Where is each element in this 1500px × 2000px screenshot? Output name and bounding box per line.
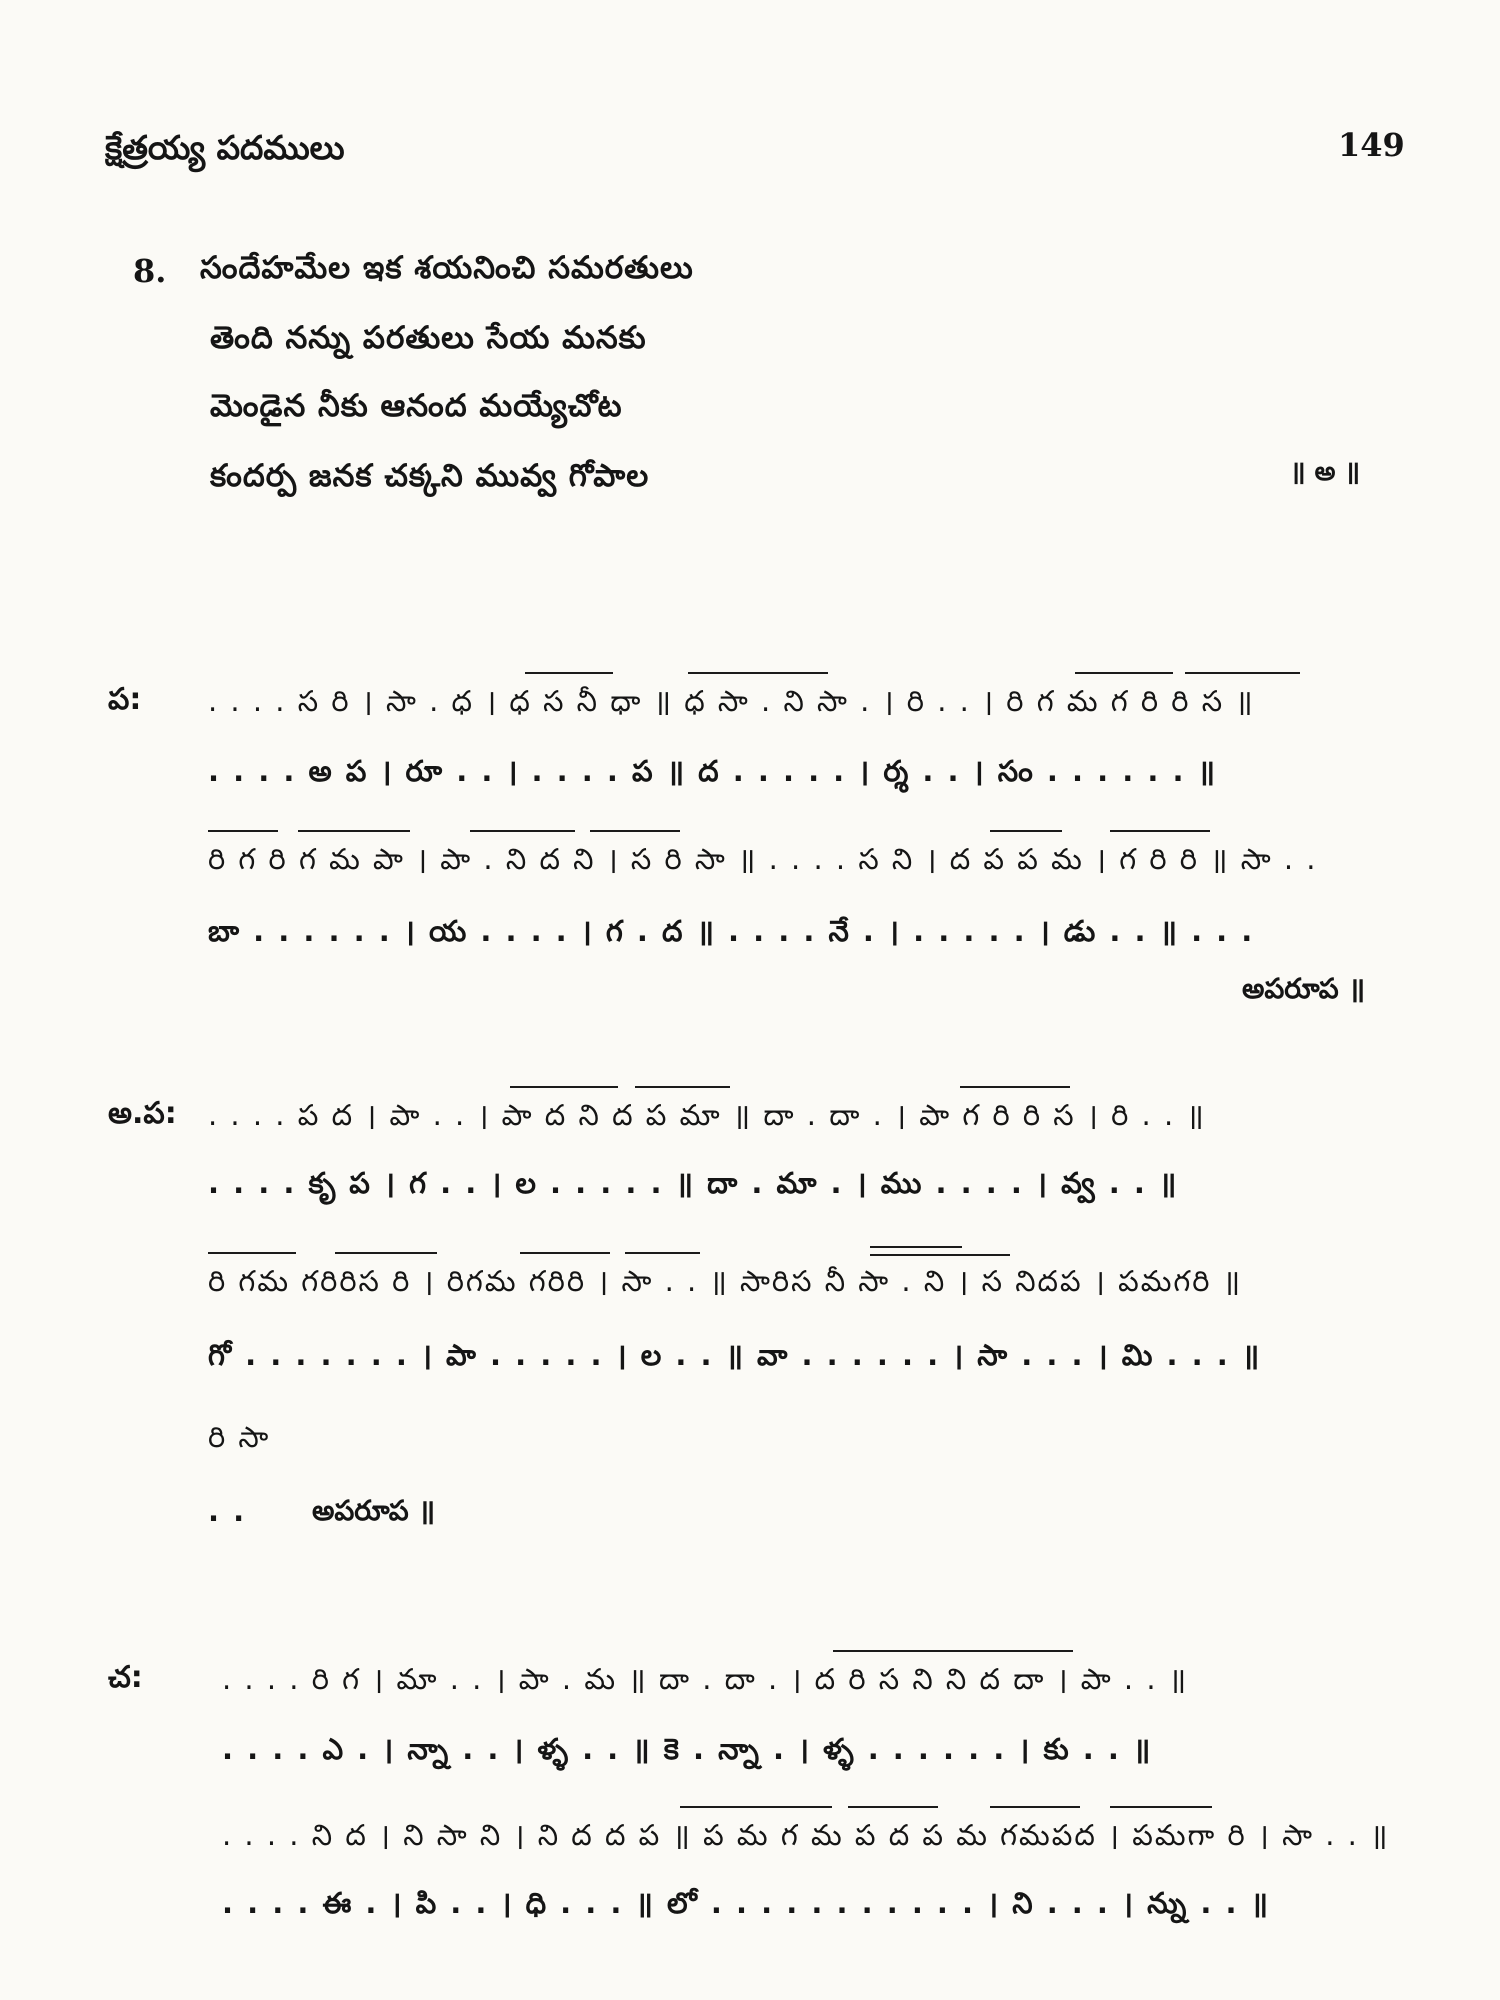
charanam-swara-row-1: . . . . రి గ । మా . . । పా . మ ॥ దా . దా . । ద రి స ని ని ద దా । పా . . ॥ xyxy=(222,1662,1189,1696)
overline xyxy=(335,1252,437,1254)
pallavi-refrain: అపరూప ॥ xyxy=(1242,972,1366,1005)
overline xyxy=(510,1086,618,1088)
overline xyxy=(833,1650,1073,1652)
anupallavi-refrain: అపరూప ॥ xyxy=(312,1494,436,1527)
overline xyxy=(1075,672,1173,674)
overline xyxy=(590,830,680,832)
anupallavi-lyric-row-3: . . xyxy=(208,1494,247,1528)
anupallavi-lyric-row-2: గో . . . . . . . । పా . . . . . । ల . . ॥ వా . . . . . . । సా . . . । మి . . . ॥ xyxy=(208,1338,1262,1372)
overline xyxy=(525,672,613,674)
anupallavi-label: అ.ప: xyxy=(108,1096,177,1131)
overline xyxy=(1110,830,1210,832)
pallavi-lyric-row-1: . . . . అ ప । రూ . . । . . . . ప ॥ ద . . . . . । ర్శ . . । సం . . . . . . ॥ xyxy=(208,754,1217,788)
charanam-label: చ: xyxy=(108,1660,143,1695)
charanam-lyric-row-1: . . . . ఎ . । న్నా . . । ళ్ళ . . ॥ కె . న్నా . । ళ్ళ . . . . . . । కు . . ॥ xyxy=(222,1732,1153,1766)
overline xyxy=(635,1086,730,1088)
running-title: క్షేత్రయ్య పదములు xyxy=(105,128,345,167)
overline xyxy=(688,672,828,674)
charanam-lyric-row-2: . . . . ఈ . । పి . . । ధి . . . ॥ లో . . . . . . . . . . . । ని . . . । న్ను . . ॥ xyxy=(222,1886,1270,1920)
overline xyxy=(870,1254,1010,1256)
overline xyxy=(298,830,410,832)
anupallavi-lyric-row-1: . . . . కృ ప । గ . . । ల . . . . . ॥ దా . మా . । ము . . . . । వ్వ . . ॥ xyxy=(208,1166,1179,1200)
verse-line-3: మెండైన నీకు ఆనంద మయ్యేచోట xyxy=(210,388,623,424)
pallavi-swara-row-1: . . . . స రి । సా . ధ । ధ స నీ ధా ॥ ధ సా . ని సా . । రి . . । రి గ మ గ రి రి స ॥ xyxy=(208,684,1255,718)
overline xyxy=(520,1252,610,1254)
overline xyxy=(1185,672,1300,674)
overline xyxy=(470,830,575,832)
overline xyxy=(870,1246,962,1248)
anupallavi-swara-row-2: రి గమ గరిరిస రి । రిగమ గరిరి । సా . . ॥ సారిస నీ సా . ని । స నిదప । పమగరి ॥ xyxy=(208,1264,1243,1298)
verse-line-2: తెంది నన్ను పరతులు సేయ మనకు xyxy=(210,320,647,356)
overline xyxy=(208,1252,296,1254)
overline xyxy=(848,1806,938,1808)
verse-line-1: సందేహమేల ఇక శయనించి సమరతులు xyxy=(200,250,694,286)
charanam-swara-row-2: . . . . ని ద । ని సా ని । ని ద ద ప ॥ ప మ గ మ ప ద ప మ గమపద । పమగా రి । సా . . ॥ xyxy=(222,1818,1390,1852)
pallavi-label: ప: xyxy=(108,682,142,717)
verse-end-mark: ॥ అ ॥ xyxy=(1290,457,1361,487)
overline xyxy=(1110,1806,1212,1808)
verse-line-4: కందర్ప జనక చక్కని మువ్వ గోపాల xyxy=(210,458,650,494)
overline xyxy=(990,1806,1080,1808)
overline xyxy=(990,830,1062,832)
overline xyxy=(680,1806,832,1808)
pallavi-swara-row-2: రి గ రి గ మ పా । పా . ని ద ని । స రి సా ॥ . . . . స ని । ద ప ప మ । గ రి రి ॥ సా . . xyxy=(208,842,1318,876)
page-number: 149 xyxy=(1338,126,1405,164)
overline xyxy=(625,1252,700,1254)
overline xyxy=(208,830,278,832)
overline xyxy=(960,1086,1070,1088)
anupallavi-swara-row-3: రి సా xyxy=(208,1420,271,1454)
anupallavi-swara-row-1: . . . . ప ద । పా . . । పా ద ని ద ప మా ॥ దా . దా . । పా గ రి రి స । రి . . ॥ xyxy=(208,1098,1206,1132)
verse-number: 8. xyxy=(133,252,167,290)
pallavi-lyric-row-2: బా . . . . . . । య . . . . । గ . ద ॥ . . . . నే . । . . . . . । డు . . ॥ . . . xyxy=(208,914,1255,948)
